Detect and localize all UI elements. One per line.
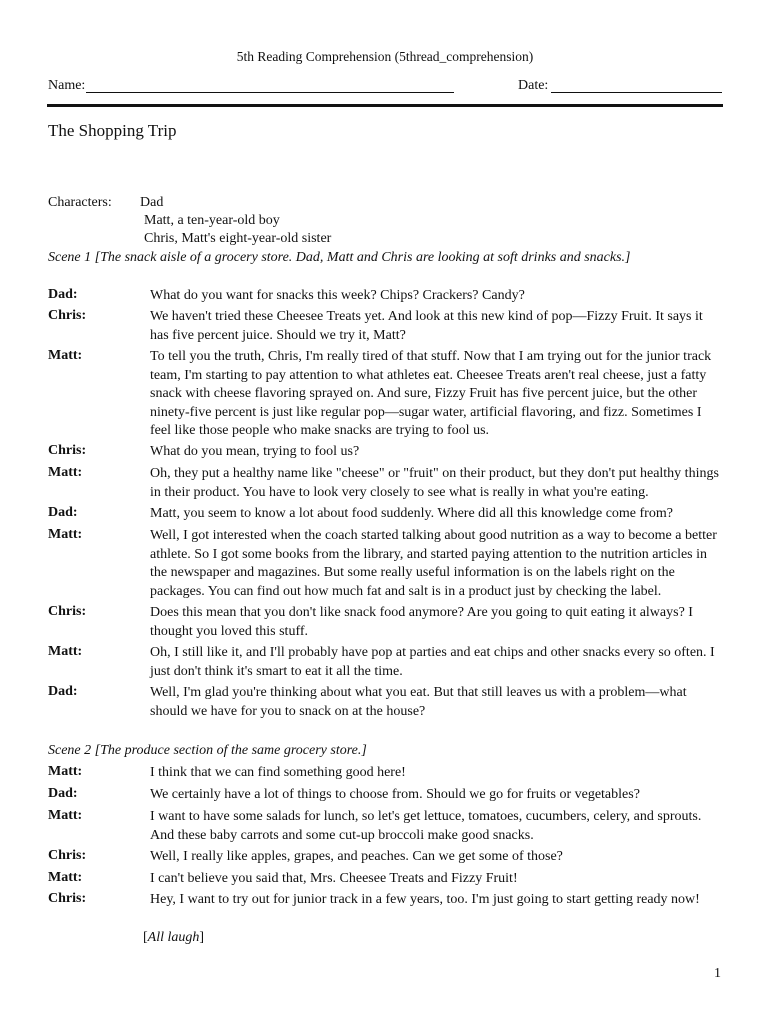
dialogue-line: I want to have some salads for lunch, so let's get lettuce, tomatoes, cucumbers, celery, and sprouts. And these baby carrots and some cut-up broccoli make good snacks. xyxy=(150,809,702,843)
page-number: 1 xyxy=(714,966,721,981)
stage-direction-text: All laugh xyxy=(147,930,200,945)
dialogue-line: We certainly have a lot of things to choose from. Should we go for fruits or vegetables? xyxy=(150,787,640,802)
dialogue-line: Matt, you seem to know a lot about food suddenly. Where did all this knowledge come from? xyxy=(150,506,673,521)
story-title: The Shopping Trip xyxy=(48,121,177,140)
name-label: Name: xyxy=(48,78,86,93)
scene-heading: Scene 2 [The produce section of the same grocery store.] xyxy=(48,743,367,758)
speaker-label: Chris: xyxy=(48,891,87,906)
bracket-close: ] xyxy=(199,930,205,945)
speaker-label: Chris: xyxy=(48,604,87,619)
speaker-label: Dad: xyxy=(48,505,78,520)
stage-direction xyxy=(143,930,204,946)
speaker-label: Dad: xyxy=(48,684,78,699)
dialogue-line: Well, I got interested when the coach started talking about good nutrition as a way to become a better athlete. So I got some books from the library, and started paying attention to the nutrition articles in the newspaper and magazines. But some really useful information is on the labels right on the packages. You can find out how much fat and salt is in a product just by checking the label. xyxy=(150,528,717,599)
dialogue-line: Well, I'm glad you're thinking about what you eat. But that still leaves us with a problem—what should we have for you to snack on at the house? xyxy=(150,685,687,719)
dialogue-line: Well, I really like apples, grapes, and peaches. Can we get some of those? xyxy=(150,849,563,864)
speaker-label: Matt: xyxy=(48,348,83,363)
dialogue-line: What do you mean, trying to fool us? xyxy=(150,444,360,459)
scene-heading: Scene 1 [The snack aisle of a grocery store. Dad, Matt and Chris are looking at soft drinks and snacks.] xyxy=(48,250,631,265)
character-item: Chris, Matt's eight-year-old sister xyxy=(144,231,332,246)
bracket-open: [ xyxy=(143,930,148,945)
characters-label: Characters: xyxy=(48,195,112,210)
document-header: 5th Reading Comprehension (5thread_comprehension) xyxy=(236,49,534,64)
dialogue-line: I can't believe you said that, Mrs. Cheesee Treats and Fizzy Fruit! xyxy=(150,871,518,886)
date-label: Date: xyxy=(518,78,549,93)
dialogue-line: What do you want for snacks this week? Chips? Crackers? Candy? xyxy=(150,288,525,303)
speaker-label: Chris: xyxy=(48,443,87,458)
character-item: Matt, a ten-year-old boy xyxy=(144,213,280,228)
dialogue-line: We haven't tried these Cheesee Treats yet. And look at this new kind of pop—Fizzy Fruit. It says it has five percent juice. Should we try it, Matt? xyxy=(150,309,703,343)
date-blank-line xyxy=(551,92,722,93)
header-rule xyxy=(47,104,723,107)
speaker-label: Dad: xyxy=(48,786,78,801)
name-blank-line xyxy=(86,92,454,93)
speaker-label: Matt: xyxy=(48,764,83,779)
speaker-label: Dad: xyxy=(48,287,78,302)
name-date-row xyxy=(48,78,722,96)
dialogue-line: To tell you the truth, Chris, I'm really tired of that stuff. Now that I am trying out for the junior track team, I'm starting to pay attention to what athletes eat. Cheesee Treats aren't real cheese, just a fatty snack with cheese flavoring sprayed on. And sure, Fizzy Fruit has five percent juice, but the other ninety-five percent is just like regular pop—sugar water, artificial flavoring, and fizz. Sometimes I feel like those people who make snacks are trying to fool us. xyxy=(150,349,712,439)
dialogue-line: Oh, I still like it, and I'll probably have pop at parties and eat chips and other snacks every so often. I just don't think it's smart to eat it all the time. xyxy=(150,645,715,679)
speaker-label: Matt: xyxy=(48,527,83,542)
speaker-label: Chris: xyxy=(48,848,87,863)
dialogue-line: I think that we can find something good here! xyxy=(150,765,406,780)
character-item: Dad xyxy=(140,195,164,210)
speaker-label: Matt: xyxy=(48,808,83,823)
dialogue-line: Hey, I want to try out for junior track in a few years, too. I'm just going to start getting ready now! xyxy=(150,892,700,907)
dialogue-line: Oh, they put a healthy name like "cheese" or "fruit" on their product, but they don't put healthy things in their product. You have to look very closely to see what is really in what you're eating. xyxy=(150,466,719,500)
speaker-label: Chris: xyxy=(48,308,87,323)
speaker-label: Matt: xyxy=(48,870,83,885)
speaker-label: Matt: xyxy=(48,644,83,659)
speaker-label: Matt: xyxy=(48,465,83,480)
dialogue-line: Does this mean that you don't like snack food anymore? Are you going to quit eating it always? I thought you loved this stuff. xyxy=(150,605,693,639)
